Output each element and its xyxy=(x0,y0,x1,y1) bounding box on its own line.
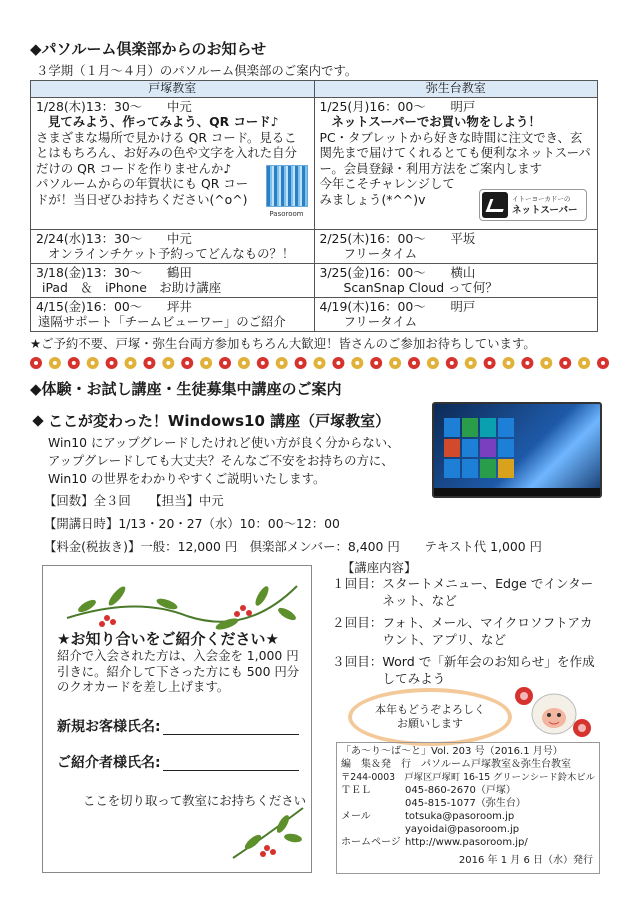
new-name-line[interactable] xyxy=(163,734,299,735)
course-title: ここが変わった！Windows10 講座（戸塚教室） xyxy=(34,410,390,431)
footer-issue: 「あ～り～ば～と」Vol. 203 号（2016.1 月号） xyxy=(341,746,563,757)
schedule-table xyxy=(30,80,598,332)
referrer-label: ご紹介者様氏名: xyxy=(57,755,161,771)
event-title: ScanSnap Cloud って何？ xyxy=(343,280,498,295)
event-desc2: パソルームからの年賀状にも QR コードが！当日ぜひお持ちください(^o^) xyxy=(36,176,249,207)
event-title: オンラインチケット予約ってどんなもの？！ xyxy=(48,246,295,261)
event-desc: PC・タブレットから好きな時間に注文でき、玄関先まで届けてくれるとても便利なネットスーパー。会員登録・利用方法をご案内します xyxy=(319,129,591,176)
new-name-label: 新規お客様氏名: xyxy=(57,719,161,735)
footer-box xyxy=(336,742,600,874)
monkey-illustration xyxy=(512,682,594,742)
mail-label: メール xyxy=(341,811,371,822)
table-row xyxy=(31,263,598,297)
table-row xyxy=(31,97,598,229)
event-time: 2/24(水)13：30～ 中元 xyxy=(36,230,192,246)
content-head: 【講座内容】 xyxy=(342,560,417,575)
event-time: 1/25(月)16：00～ 明戸 xyxy=(319,98,476,114)
footer-address: 〒244-0003 戸塚区戸塚町 16-15 グリーンシード鈴木ビル xyxy=(341,772,595,783)
section1-note: ★ご予約不要、戸塚・弥生台両方参加もちろん大歓迎！皆さんのご参加お待ちしています。 xyxy=(30,336,536,351)
tel1: 045-860-2670（戸塚） xyxy=(405,785,516,796)
tel-label: ＴＥＬ xyxy=(341,785,371,796)
event-title: ネットスーパーでお買い物をしよう！ xyxy=(331,114,541,129)
section2-title: ◆体験・お試し講座・生徒募集中講座のご案内 xyxy=(30,380,342,398)
referrer-line[interactable] xyxy=(163,770,299,771)
flower-border xyxy=(28,355,612,371)
greeting-oval xyxy=(348,688,512,746)
net-super-logo: イトーヨーカドーの ネットスーパー xyxy=(479,189,587,221)
content-1: １回目：スタートメニュー、Edge でインター ネット、など xyxy=(332,576,594,608)
event-time: 1/28(木)13：30～ 中元 xyxy=(36,98,192,114)
qr-code-image: Pasoroom xyxy=(266,165,308,223)
course-desc3: Win10 の世界をわかりやすくご説明いたします。 xyxy=(48,471,326,486)
col-yayoidai: 弥生台教室 xyxy=(314,81,598,98)
nandina-branch-top xyxy=(47,566,307,636)
col-totsuka: 戸塚教室 xyxy=(31,81,315,98)
bird-icon xyxy=(482,192,508,218)
course-desc2: アップグレードしても大丈夫？そんなご不安をお持ちの方に、 xyxy=(48,453,394,468)
referral-card xyxy=(42,565,312,873)
content-2: ２回目：フォト、メール、マイクロソフトアカ ウント、アプリ、など xyxy=(332,615,593,647)
event-time: 4/19(木)16：00～ 明戸 xyxy=(319,298,476,314)
table-row xyxy=(31,229,598,263)
event-time: 4/15(金)16：00～ 坪井 xyxy=(36,298,192,314)
web-link[interactable]: http://www.pasoroom.jp/ xyxy=(405,837,528,848)
event-desc2: 今年こそチャレンジして みましょう(*^^)v xyxy=(319,176,455,207)
course-fee: 【料金(税抜き)】一般：12,000 円 倶楽部メンバー：8,400 円 テキスト代 1,000 円 xyxy=(44,539,542,554)
event-title: フリータイム xyxy=(343,246,418,261)
mail2[interactable]: yayoidai@pasoroom.jp xyxy=(405,824,520,835)
footer-publisher: 編 集＆発 行 パソルーム戸塚教室＆弥生台教室 xyxy=(341,759,571,770)
table-row xyxy=(31,297,598,331)
course-dates: 【開講日時】1/13・20・27（水）10：00～12：00 xyxy=(44,516,340,531)
course-count: 【回数】全３回 【担当】中元 xyxy=(44,493,224,508)
nandina-branch-bottom xyxy=(223,798,313,868)
cut-note: ここを切り取って教室にお持ちください xyxy=(83,793,307,808)
event-title: iPad ＆ iPhone お助け講座 xyxy=(42,280,222,295)
greeting-text: 本年もどうぞよろしく お願いします xyxy=(375,703,485,730)
section1-title: ◆パソルーム倶楽部からのお知らせ xyxy=(30,40,267,58)
windows10-screen-image xyxy=(432,402,602,498)
tel2: 045-815-1077（弥生台） xyxy=(405,798,526,809)
course-desc1: Win10 にアップグレードしたけれど使い方が良く分からない、 xyxy=(48,435,400,450)
referral-title: ★お知り合いをご紹介ください★ xyxy=(57,630,279,648)
section1-intro: ３学期（１月～４月）のパソルーム倶楽部のご案内です。 xyxy=(36,63,358,78)
event-title: 見てみよう、作ってみよう、QR コード♪ xyxy=(48,114,279,129)
event-time: 3/18(金)13：30～ 鶴田 xyxy=(36,264,192,280)
event-time: 3/25(金)16：00～ 横山 xyxy=(319,264,476,280)
mail1[interactable]: totsuka@pasoroom.jp xyxy=(405,811,515,822)
content-3: ３回目：Word で「新年会のお知らせ」を作成 してみよう xyxy=(332,654,595,686)
web-label: ホームページ xyxy=(341,837,401,848)
event-time: 2/25(木)16：00～ 平坂 xyxy=(319,230,476,246)
referral-text: 紹介で入会された方は、入会金を 1,000 円 引きに。紹介して下さった方にも 500 円分 のクオカードを差し上げます。 xyxy=(57,648,300,694)
event-desc: さまざまな場所で見かける QR コード。見ることはもちろん、お好みの色や文字を入れた自分だけの QR コードを作りませんか♪ xyxy=(36,129,297,176)
footer-date: 2016 年 1 月 6 日（水）発行 xyxy=(458,855,593,866)
event-title: フリータイム xyxy=(343,314,418,329)
event-title: 遠隔サポート「チームビューワー」のご紹介 xyxy=(38,314,286,329)
